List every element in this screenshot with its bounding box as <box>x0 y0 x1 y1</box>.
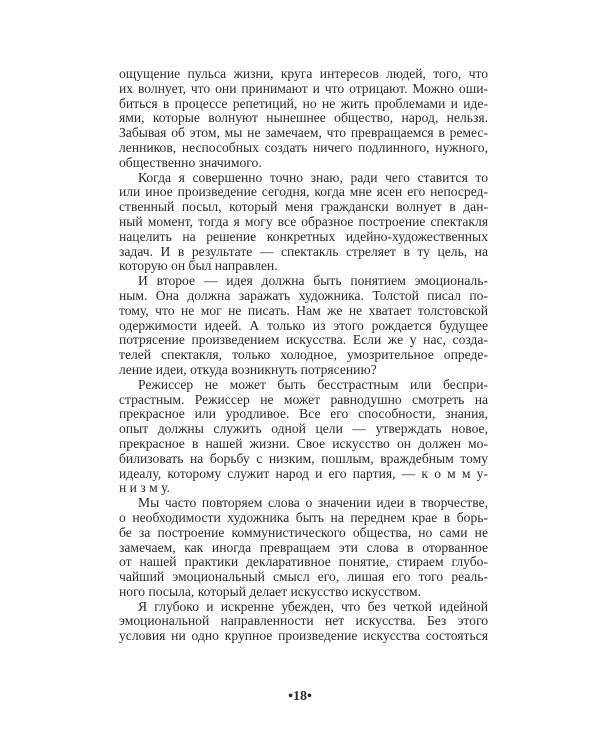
text-line: страстным. Режиссер не может равнодушно смотреть на <box>119 391 488 407</box>
text-line: о необходимости художника быть на переднем крае в борь- <box>119 509 488 525</box>
text-line: ным. Она должна заражать художника. Толстой писал по- <box>119 287 488 303</box>
text-line: прекрасное или уродливое. Все его способности, знания, <box>119 406 488 422</box>
text-line: Мы часто повторяем слова о значении идеи в творчестве, <box>138 495 488 511</box>
text-line: Я глубоко и искренне убежден, что без четкой идейной <box>138 598 488 614</box>
paragraph <box>119 67 488 171</box>
text-line: тому, что не мог не писать. Нам же не хватает толстовской <box>119 302 488 318</box>
text-line: задач. И в результате — спектакль стреляет в ту цель, на <box>119 243 488 259</box>
paragraph <box>119 274 488 378</box>
text-line: одержимости идеей. А только из этого рождается будущее <box>119 317 488 333</box>
paragraph <box>119 378 488 496</box>
text-line: ление идеи, откуда возникнуть потрясению? <box>119 361 377 377</box>
page-number: •18• <box>288 689 312 704</box>
text-line: ного посыла, который делает искусство искусством. <box>119 583 421 599</box>
text-line: ощущение пульса жизни, круга интересов людей, того, что <box>119 66 488 81</box>
text-line: опыт должны служить одной цели — утверждать новое, <box>119 421 488 437</box>
text-line: замечаем, как иногда превращаем эти слова в оторванное <box>119 539 488 555</box>
text-line: которую он был направлен. <box>119 258 278 274</box>
text-line: Режиссер не может быть бесстрастным или беспри- <box>138 376 488 392</box>
text-line: чайший эмоциональный смысл его, лишая его того реаль- <box>119 569 488 585</box>
paragraph <box>119 496 488 600</box>
text-line: их волнует, что они принимают и что отрицают. Можно оши- <box>119 80 488 96</box>
paragraph <box>119 600 488 644</box>
text-line: от нашей практики декларативное понятие, стираем глубо- <box>119 554 488 570</box>
text-line: идеалу, которому служит народ и его партия, — к о м м у- <box>119 465 488 481</box>
paragraph <box>119 171 488 275</box>
text-line: телей спектакля, только холодное, умозрительное опреде- <box>119 347 488 363</box>
text-line: ленников, неспособных создать ничего подлинного, нужного, <box>119 139 488 155</box>
text-line: нацелить на решение конкретных идейно-художественных <box>119 228 488 244</box>
text-line: н и з м у. <box>119 480 170 496</box>
text-line: биться в процессе репетиций, но не жить проблемами и иде- <box>119 95 488 111</box>
text-line: потрясение произведением искусства. Если же у нас, созда- <box>119 332 488 348</box>
text-line: Когда я совершенно точно знаю, ради чего ставится то <box>138 169 488 185</box>
text-line: билизовать на борьбу с низким, пошлым, враждебным тому <box>119 450 488 466</box>
page-body <box>119 67 488 644</box>
text-line: Забывая об этом, мы не замечаем, что превращаемся в ремес- <box>119 125 488 141</box>
text-line: эмоциональной направленности нет искусства. Без этого <box>119 613 488 629</box>
text-line: общественно значимого. <box>119 154 262 170</box>
text-line: или иное произведение сегодня, когда мне ясен его непосред- <box>119 184 488 200</box>
text-line: ями, которые волнуют нынешнее общество, народ, нельзя. <box>119 110 488 126</box>
text-line: прекрасное в нашей жизни. Свое искусство он должен мо- <box>119 435 488 451</box>
text-line: бе за построение коммунистического общества, но сами не <box>119 524 488 540</box>
text-line: ный момент, тогда я могу все образное построение спектакля <box>119 213 488 229</box>
text-line: условия ни одно крупное произведение искусства состояться <box>119 628 488 644</box>
text-line: И второе — идея должна быть понятием эмоциональ- <box>138 273 488 289</box>
text-line: ственный посыл, который меня граждански волнует в дан- <box>119 199 488 215</box>
